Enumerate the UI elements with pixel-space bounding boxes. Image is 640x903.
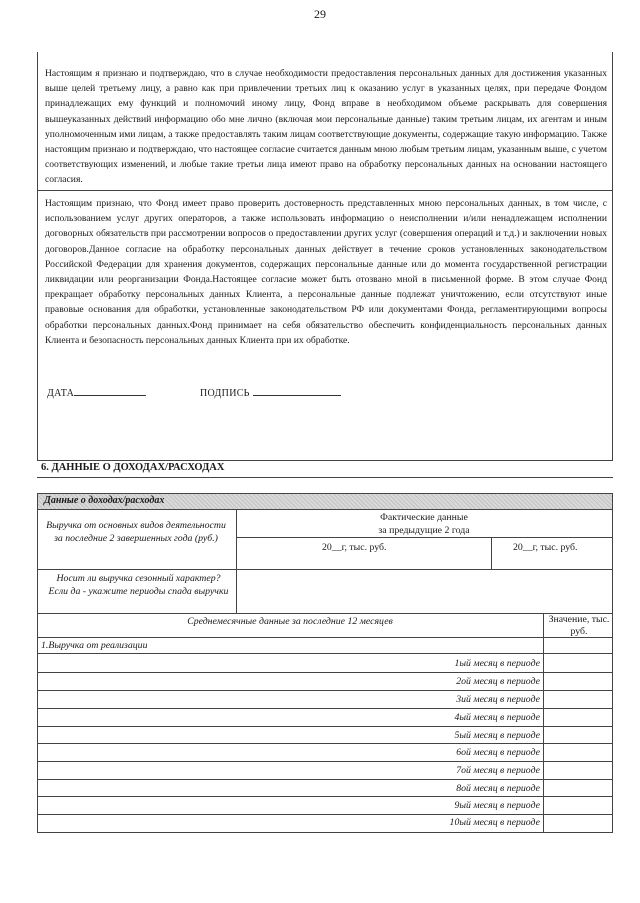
section-title-underline xyxy=(37,477,613,478)
section-divider xyxy=(37,460,613,461)
table-line xyxy=(37,613,613,614)
month-row-label: 9ый месяц в периоде xyxy=(454,800,540,811)
consent-paragraph-2: Настоящим признаю, что Фонд имеет право проверить достоверность представленных мною персональных данных, в том числе, с использованием услуг других операторов, а также использовать информацию о неисполнении и/или ненадлежащем исполнении договорных обязательств при рассмотрении вопросов о предоставлении других услуг (совершения операций и т.д.) и заключении новых договоров.Данное согласие на обработку персональных данных действует в течение сроков установленных законодательством Российской Федерации для хранения документов, содержащих персональные данные или до момента государственной регистрации ликвидации или реорганизации Фонда.Настоящее согласие может быть отозвано мной в письменной форме. В этом случае Фонд прекращает обработку персональных данных Клиента, а персональные данные подлежат уничтожению, если отсутствуют иные правовые основания для обработки, установленные законодательством РФ или документами Фонда, регламентирующими вопросы обработки персональных данных.Фонд принимает на себя обязательство обеспечить конфиденциальность персональных данных Клиента и безопасность персональных данных Клиента при их обработке. xyxy=(45,198,607,346)
table-row xyxy=(37,708,613,709)
page-number: 29 xyxy=(314,7,326,21)
actual-header-line2: за предыдущие 2 года xyxy=(378,525,470,536)
date-blank-line[interactable] xyxy=(74,387,146,396)
month-row-label: 6ой месяц в периоде xyxy=(456,747,540,758)
table-row xyxy=(37,814,613,815)
table-bottom-line xyxy=(37,832,613,833)
table-row xyxy=(37,726,613,727)
table-row xyxy=(37,672,613,673)
table-right-border xyxy=(612,509,613,814)
value-header: Значение, тыс. руб. xyxy=(548,614,610,637)
signature-blank-line[interactable] xyxy=(253,387,341,396)
month-row-label: 4ый месяц в периоде xyxy=(454,712,540,723)
actual-header-line1: Фактические данные xyxy=(380,512,468,523)
month-row-label: 7ой месяц в периоде xyxy=(456,765,540,776)
table-row xyxy=(37,761,613,762)
seasonal-label: Носит ли выручка сезонный характер? Если да - укажите периоды спада выручки xyxy=(48,573,229,597)
month-row-label: 8ой месяц в периоде xyxy=(456,783,540,794)
section-6-title: 6. ДАННЫЕ О ДОХОДАХ/РАСХОДАХ xyxy=(41,462,225,473)
signature-field[interactable] xyxy=(200,387,341,399)
value-col-divider xyxy=(543,814,544,832)
monthly-header: Среднемесячные данные за последние 12 месяцев xyxy=(187,616,393,627)
value-col-divider xyxy=(543,613,544,814)
table-line xyxy=(37,569,613,570)
year-2-value-cell[interactable] xyxy=(491,553,612,567)
month-row-label: 2ой месяц в периоде xyxy=(456,676,540,687)
table-top-line xyxy=(37,493,613,494)
year-column-2: 20__г, тыс. руб. xyxy=(513,542,578,553)
date-field[interactable] xyxy=(47,387,146,399)
table-row xyxy=(37,743,613,744)
table-left-border xyxy=(37,814,38,832)
year-1-value-cell[interactable] xyxy=(236,553,491,567)
consent-paragraph-1: Настоящим я признаю и подтверждаю, что в случае необходимости предоставления персональных данных для достижения указанных выше целей третьему лицу, а равно как при привлечении третьих лиц к оказанию услуг в указанных целях, при передаче Фондом принадлежащих ему функций и полномочий иному лицу, Фонд вправе в необходимом объеме раскрывать для совершения вышеуказанных действий информацию обо мне лично (включая мои персональные данные) таким третьим лицам, их агентам и иным уполномоченным ими лицам, а также предоставлять таким лицам соответствующие документы, содержащие такую информацию. Также настоящим признаю и подтверждаю, что настоящее согласие считается данным мною любым третьим лицам, указанным выше, с учетом соответствующих изменений, и любые такие третьи лица имеют право на обработку персональных данных на основании настоящего согласия. xyxy=(45,68,607,186)
signature-label: ПОДПИСЬ xyxy=(200,388,250,399)
table-line xyxy=(37,637,613,638)
revenue-label: Выручка от основных видов деятельности за последние 2 завершенных года (руб.) xyxy=(46,520,226,544)
table-line xyxy=(236,537,613,538)
table-row xyxy=(37,779,613,780)
month-row-label: 1ый месяц в периоде xyxy=(454,658,540,669)
table-right-border xyxy=(612,814,613,832)
table-row xyxy=(37,796,613,797)
year-column-1: 20__г, тыс. руб. xyxy=(322,542,387,553)
income-subheader xyxy=(37,493,613,509)
date-label: ДАТА xyxy=(47,388,75,399)
consent-divider xyxy=(37,190,613,191)
month-row-label: 3ий месяц в периоде xyxy=(456,694,540,705)
sales-label: 1.Выручка от реализации xyxy=(41,640,148,651)
table-line xyxy=(37,509,613,510)
month-row-label: 10ый месяц в периоде xyxy=(449,817,540,828)
table-row xyxy=(37,690,613,691)
seasonal-answer-cell[interactable] xyxy=(240,574,608,610)
table-line xyxy=(37,653,613,654)
month-row-label: 5ый месяц в периоде xyxy=(454,730,540,741)
income-subheader-label: Данные о доходах/расходах xyxy=(44,495,165,506)
